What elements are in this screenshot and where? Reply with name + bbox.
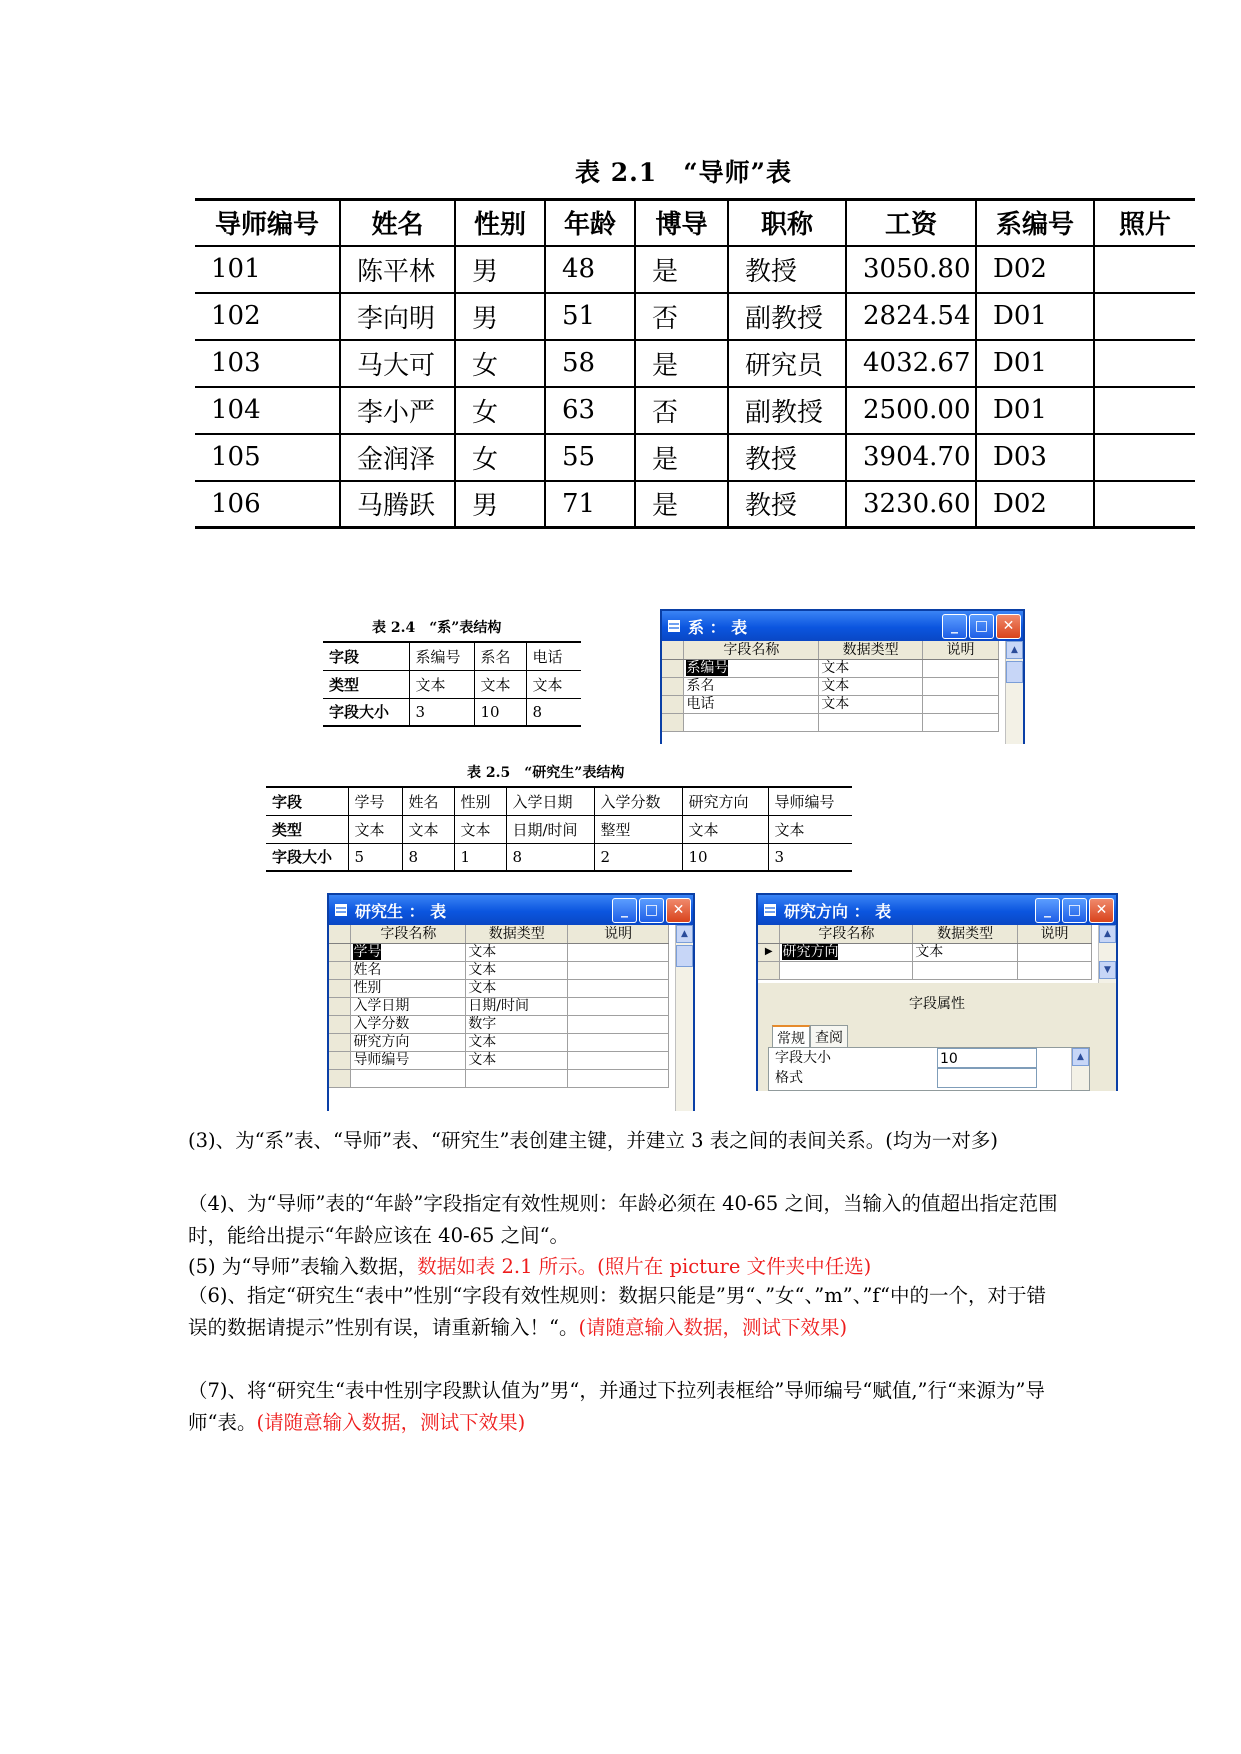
- grid-row[interactable]: [329, 943, 669, 961]
- design-grid[interactable]: [662, 641, 1023, 744]
- cell-text: 文本: [821, 678, 850, 694]
- table-cell: 文本: [474, 670, 526, 698]
- property-sheet: [768, 1047, 1090, 1091]
- column-header: 数据类型: [466, 925, 568, 943]
- window-title: 研究生 ： 表: [355, 901, 447, 921]
- table-cell: 李向明: [340, 293, 455, 340]
- table-cell: 副教授: [728, 293, 846, 340]
- data-type-cell[interactable]: [819, 713, 923, 731]
- table-cell: [1094, 481, 1195, 528]
- cell-text: 日期/时间: [468, 998, 529, 1014]
- data-type-cell[interactable]: [466, 1033, 568, 1051]
- table-cell: 研究员: [728, 340, 846, 387]
- table-row: [323, 670, 581, 698]
- table-cell: 男: [455, 481, 545, 528]
- table-cell: 系编号: [409, 642, 474, 670]
- column-header: 字段名称: [684, 641, 819, 659]
- cell-text: 系名: [686, 678, 715, 694]
- table-row: [266, 843, 852, 871]
- header-cell: 博导: [635, 200, 728, 246]
- cell-text: 研究方向: [353, 1034, 410, 1050]
- grid-row[interactable]: [329, 961, 669, 979]
- cell-text: 研究方向: [782, 944, 839, 960]
- scroll-up-icon[interactable]: ▲: [1072, 1048, 1089, 1066]
- table-cell: 文本: [682, 815, 768, 843]
- current-row-icon[interactable]: ▶: [758, 943, 780, 961]
- table-header-row: [195, 200, 1195, 246]
- table-2-4: [323, 641, 581, 727]
- table-cell: 8: [506, 843, 594, 871]
- table-row: [195, 293, 1195, 340]
- cell-text: 数字: [468, 1016, 497, 1032]
- table-cell: 否: [635, 293, 728, 340]
- grid-row[interactable]: [758, 943, 1092, 961]
- data-type-cell[interactable]: [819, 659, 923, 677]
- table-cell: 男: [455, 246, 545, 293]
- table-2-4-caption: 表 2.4 “系”表结构: [372, 620, 502, 636]
- window-yjfx-table[interactable]: [756, 893, 1118, 1091]
- table-2-1: [195, 198, 1195, 529]
- vertical-scrollbar[interactable]: [1005, 641, 1023, 744]
- cell-text: 导师编号: [353, 1052, 410, 1068]
- column-header: 数据类型: [913, 925, 1018, 943]
- row-selector[interactable]: [662, 695, 684, 713]
- table-cell: 日期/时间: [506, 815, 594, 843]
- scroll-up-icon[interactable]: ▲: [676, 925, 693, 943]
- red-note: (请随意输入数据，测试下效果): [256, 1411, 526, 1434]
- table-cell: 学号: [348, 787, 402, 815]
- field-name-cell[interactable]: [351, 943, 466, 961]
- column-header: 数据类型: [819, 641, 923, 659]
- table-cell: 研究方向: [682, 787, 768, 815]
- cell-text: 文本: [821, 660, 850, 676]
- table-cell: 入学日期: [506, 787, 594, 815]
- table-cell: 类型: [266, 815, 348, 843]
- field-name-cell[interactable]: [684, 659, 819, 677]
- description-cell[interactable]: [568, 979, 669, 997]
- field-name-cell[interactable]: [351, 997, 466, 1015]
- row-selector[interactable]: [329, 1051, 351, 1069]
- table-cell: 71: [545, 481, 635, 528]
- table-cell: 入学分数: [594, 787, 682, 815]
- cell-text: 文本: [915, 944, 944, 960]
- table-cell: 103: [195, 340, 340, 387]
- minimize-icon[interactable]: _: [942, 614, 967, 639]
- table-cell: 教授: [728, 434, 846, 481]
- row-selector[interactable]: [758, 961, 780, 979]
- format-input[interactable]: [937, 1068, 1037, 1088]
- table-cell: 教授: [728, 246, 846, 293]
- paragraph: [188, 1251, 1058, 1283]
- table-cell: [1094, 246, 1195, 293]
- table-row: [266, 787, 852, 815]
- table-cell: 金润泽: [340, 434, 455, 481]
- data-type-cell[interactable]: [466, 943, 568, 961]
- table-cell: 2500.00: [846, 387, 976, 434]
- table-cell: 8: [526, 698, 581, 726]
- table-row: [266, 815, 852, 843]
- description-cell[interactable]: [923, 713, 999, 731]
- table-cell: 字段: [266, 787, 348, 815]
- table-cell: 字段大小: [272, 848, 333, 867]
- field-name-cell[interactable]: [780, 943, 913, 961]
- close-icon[interactable]: ✕: [666, 898, 691, 923]
- table-cell: 文本: [526, 670, 581, 698]
- table-cell: 2824.54: [846, 293, 976, 340]
- row-selector[interactable]: [329, 1015, 351, 1033]
- title-bar[interactable]: [758, 895, 1116, 925]
- grid-header-row: [329, 925, 669, 943]
- table-cell: [1094, 293, 1195, 340]
- window-title: 研究方向 ： 表: [784, 901, 892, 921]
- table-cell: 整型: [594, 815, 682, 843]
- table-cell: 文本: [454, 815, 506, 843]
- maximize-icon[interactable]: □: [639, 898, 664, 923]
- cell-text: 文本: [468, 1034, 497, 1050]
- scroll-down-icon[interactable]: ▼: [1099, 961, 1116, 979]
- table-cell: 系名: [474, 642, 526, 670]
- table-cell: [1094, 340, 1195, 387]
- grid-row[interactable]: [329, 1069, 669, 1087]
- table-cell: 3904.70: [846, 434, 976, 481]
- close-icon[interactable]: ✕: [1089, 898, 1114, 923]
- cell-text: 文本: [821, 696, 850, 712]
- window-title: 系 ： 表: [688, 617, 748, 637]
- field-name-cell[interactable]: [684, 695, 819, 713]
- grid-row[interactable]: [662, 659, 999, 677]
- description-cell[interactable]: [568, 1015, 669, 1033]
- maximize-icon[interactable]: □: [969, 614, 994, 639]
- description-cell[interactable]: [568, 961, 669, 979]
- vertical-scrollbar[interactable]: [1098, 925, 1116, 983]
- vertical-scrollbar[interactable]: [675, 925, 693, 1111]
- grid-row[interactable]: [329, 1051, 669, 1069]
- row-selector[interactable]: [329, 961, 351, 979]
- row-selector[interactable]: [329, 1033, 351, 1051]
- paragraph-text: （4)、为“导师”表的“年龄”字段指定有效性规则：年龄必须在 40-65 之间，当输入的值超出指定范围时，能给出提示“年龄应该在 40-65 之间“。: [188, 1192, 1058, 1247]
- table-cell: [1094, 387, 1195, 434]
- grid-row[interactable]: [662, 677, 999, 695]
- table-cell: 1: [454, 843, 506, 871]
- tab-lookup[interactable]: 查阅: [810, 1025, 848, 1049]
- property-tabs: [772, 1025, 848, 1049]
- column-header: 说明: [568, 925, 669, 943]
- table-cell: D01: [976, 293, 1094, 340]
- scroll-thumb[interactable]: [1006, 661, 1023, 683]
- title-bar[interactable]: [329, 895, 693, 925]
- table-row: [195, 246, 1195, 293]
- description-cell[interactable]: [568, 997, 669, 1015]
- design-grid[interactable]: [329, 925, 693, 1111]
- cell-text: 文本: [468, 980, 497, 996]
- tab-general[interactable]: 常规: [772, 1025, 810, 1049]
- table-cell: 106: [211, 488, 261, 519]
- header-cell: 工资: [846, 200, 976, 246]
- paragraph: [188, 1375, 1058, 1439]
- grid-row[interactable]: [329, 997, 669, 1015]
- column-header: 说明: [923, 641, 999, 659]
- row-selector[interactable]: [329, 979, 351, 997]
- title-bar[interactable]: [662, 611, 1023, 641]
- description-cell[interactable]: [568, 1033, 669, 1051]
- table-cell: 63: [545, 387, 635, 434]
- row-selector[interactable]: [662, 659, 684, 677]
- description-cell[interactable]: [923, 695, 999, 713]
- row-selector-header: [662, 641, 684, 659]
- table-cell: 102: [195, 293, 340, 340]
- field-name-cell[interactable]: [351, 1051, 466, 1069]
- table-cell: 是: [635, 481, 728, 528]
- data-type-cell[interactable]: [913, 961, 1018, 979]
- data-type-cell[interactable]: [466, 1051, 568, 1069]
- column-header: 字段名称: [351, 925, 466, 943]
- table-cell: 是: [635, 340, 728, 387]
- table-cell: 48: [545, 246, 635, 293]
- table-cell: 10: [682, 843, 768, 871]
- table-cell: 副教授: [728, 387, 846, 434]
- table-cell: 是: [635, 434, 728, 481]
- table-cell: 2: [594, 843, 682, 871]
- design-grid[interactable]: [758, 925, 1116, 983]
- table-cell: 文本: [409, 670, 474, 698]
- property-name: 格式: [775, 1070, 803, 1086]
- table-cell: D01: [976, 340, 1094, 387]
- row-selector[interactable]: [329, 1069, 351, 1087]
- grid-header-row: [758, 925, 1092, 943]
- description-cell[interactable]: [568, 943, 669, 961]
- row-selector[interactable]: [662, 677, 684, 695]
- table-2-5: [266, 786, 852, 872]
- table-cell: 类型: [323, 670, 409, 698]
- field-properties-label: 字段属性: [909, 996, 965, 1012]
- table-cell: 8: [402, 843, 454, 871]
- grid-row[interactable]: [662, 695, 999, 713]
- table-cell: 马腾跃: [340, 481, 455, 528]
- table-row: [323, 642, 581, 670]
- table-cell: 58: [545, 340, 635, 387]
- scroll-up-icon[interactable]: ▲: [1099, 925, 1116, 943]
- table-cell: 马大可: [340, 340, 455, 387]
- window-xi-table[interactable]: [660, 609, 1025, 744]
- property-row: [769, 1048, 1089, 1068]
- table-cell: 101: [195, 246, 340, 293]
- minimize-icon[interactable]: _: [612, 898, 637, 923]
- table-2-5-caption: 表 2.5 “研究生”表结构: [467, 765, 625, 781]
- description-cell[interactable]: [923, 677, 999, 695]
- table-icon: [335, 904, 347, 916]
- table-cell: 5: [348, 843, 402, 871]
- cell-text: 性别: [353, 980, 382, 996]
- field-name-cell[interactable]: [684, 677, 819, 695]
- table-cell: D01: [976, 387, 1094, 434]
- field-name-cell[interactable]: [684, 713, 819, 731]
- table-cell: 陈平林: [340, 246, 455, 293]
- header-cell: 年龄: [545, 200, 635, 246]
- header-cell: 照片: [1094, 200, 1195, 246]
- table-cell: 字段大小: [329, 703, 390, 722]
- field-name-cell[interactable]: [351, 979, 466, 997]
- data-type-cell[interactable]: [819, 695, 923, 713]
- field-name-cell[interactable]: [351, 1069, 466, 1087]
- table-cell: D03: [976, 434, 1094, 481]
- paragraph-text: (5) 为“导师”表输入数据，: [188, 1255, 418, 1278]
- paragraph-text: (3)、为“系”表、“导师”表、“研究生”表创建主键，并建立 3 表之间的表间关系。(均为一对多): [188, 1129, 998, 1152]
- row-selector-header: [758, 925, 780, 943]
- description-cell[interactable]: [923, 659, 999, 677]
- paragraph-text: （7)、将“研究生“表中性别字段默认值为”男“，并通过下拉列表框给”导师编号“赋值,”行“来源为”导师“表。: [188, 1379, 1045, 1434]
- table-cell: [1094, 434, 1195, 481]
- table-cell: 104: [195, 387, 340, 434]
- cell-text: 系编号: [686, 660, 729, 676]
- window-yjs-table[interactable]: [327, 893, 695, 1111]
- table-cell: 3050.80: [846, 246, 976, 293]
- table-cell: 否: [635, 387, 728, 434]
- data-type-cell[interactable]: [819, 677, 923, 695]
- table-cell: D02: [976, 246, 1094, 293]
- grid-header-row: [662, 641, 999, 659]
- table-row: [323, 698, 581, 726]
- cell-text: 文本: [468, 944, 497, 960]
- paragraph: [188, 1188, 1058, 1252]
- table-row: [195, 340, 1195, 387]
- scroll-thumb[interactable]: [676, 945, 693, 967]
- close-icon[interactable]: ✕: [996, 614, 1021, 639]
- cell-text: 入学分数: [353, 1016, 410, 1032]
- field-name-cell[interactable]: [351, 1033, 466, 1051]
- property-row: [769, 1068, 1089, 1088]
- table-icon: [764, 904, 776, 916]
- red-note: 数据如表 2.1 所示。(照片在 picture 文件夹中任选): [417, 1255, 872, 1278]
- header-cell: 性别: [455, 200, 545, 246]
- minimize-icon[interactable]: _: [1035, 898, 1060, 923]
- table-row: [195, 387, 1195, 434]
- table-cell: 女: [455, 340, 545, 387]
- table-cell: 导师编号: [768, 787, 852, 815]
- table-cell: 性别: [454, 787, 506, 815]
- cell-text: 文本: [468, 1052, 497, 1068]
- table-cell: 是: [635, 246, 728, 293]
- grid-row[interactable]: [329, 979, 669, 997]
- cell-text: 学号: [353, 944, 382, 960]
- table-icon: [668, 620, 680, 632]
- grid-row[interactable]: [758, 961, 1092, 979]
- field-name-cell[interactable]: [780, 961, 913, 979]
- table-cell: 姓名: [402, 787, 454, 815]
- table-cell: 4032.67: [846, 340, 976, 387]
- table-cell: 李小严: [340, 387, 455, 434]
- table-cell: 文本: [348, 815, 402, 843]
- grid-row[interactable]: [329, 1015, 669, 1033]
- row-selector[interactable]: [329, 997, 351, 1015]
- cell-text: 电话: [686, 696, 715, 712]
- column-header: 字段名称: [780, 925, 913, 943]
- table-cell: 3230.60: [846, 481, 976, 528]
- maximize-icon[interactable]: □: [1062, 898, 1087, 923]
- field-name-cell[interactable]: [351, 961, 466, 979]
- table-2-1-caption: 表 2.1 “导师”表: [575, 158, 792, 187]
- field-name-cell[interactable]: [351, 1015, 466, 1033]
- table-row: [195, 481, 1195, 528]
- data-type-cell[interactable]: [466, 1015, 568, 1033]
- cell-text: 姓名: [353, 962, 382, 978]
- grid-row[interactable]: [329, 1033, 669, 1051]
- table-cell: 字段: [323, 642, 409, 670]
- row-selector-header: [329, 925, 351, 943]
- table-cell: 10: [474, 698, 526, 726]
- table-cell: 文本: [768, 815, 852, 843]
- header-cell: 职称: [728, 200, 846, 246]
- grid-row[interactable]: [662, 713, 999, 731]
- red-note: (请随意输入数据，测试下效果): [578, 1316, 848, 1339]
- data-type-cell[interactable]: [466, 979, 568, 997]
- table-cell: 女: [455, 434, 545, 481]
- table-cell: 3: [768, 843, 852, 871]
- data-type-cell[interactable]: [466, 961, 568, 979]
- description-cell[interactable]: [568, 1069, 669, 1087]
- field-size-input[interactable]: 10: [937, 1048, 1037, 1068]
- data-type-cell[interactable]: [466, 997, 568, 1015]
- description-cell[interactable]: [568, 1051, 669, 1069]
- row-selector[interactable]: [662, 713, 684, 731]
- table-cell: 55: [545, 434, 635, 481]
- table-cell: 教授: [728, 481, 846, 528]
- paragraph-text: （6)、指定“研究生“表中”性别“字段有效性规则：数据只能是”男“、”女“、”m”、”f“中的一个，对于错误的数据请提示”性别有误，请重新输入！“。: [188, 1284, 1046, 1339]
- data-type-cell[interactable]: [466, 1069, 568, 1087]
- paragraph: [188, 1280, 1058, 1344]
- property-name: 字段大小: [775, 1050, 831, 1066]
- paragraph: [188, 1125, 1058, 1157]
- description-cell[interactable]: [1018, 943, 1092, 961]
- description-cell[interactable]: [1018, 961, 1092, 979]
- cell-text: 文本: [468, 962, 497, 978]
- column-header: 说明: [1018, 925, 1092, 943]
- header-cell: 系编号: [976, 200, 1094, 246]
- header-cell: 导师编号: [195, 200, 340, 246]
- table-cell: 男: [455, 293, 545, 340]
- data-type-cell[interactable]: [913, 943, 1018, 961]
- cell-text: 入学日期: [353, 998, 410, 1014]
- table-row: [195, 434, 1195, 481]
- table-cell: 女: [455, 387, 545, 434]
- scroll-up-icon[interactable]: ▲: [1006, 641, 1023, 659]
- header-cell: 姓名: [340, 200, 455, 246]
- table-cell: 文本: [402, 815, 454, 843]
- vertical-scrollbar[interactable]: [1071, 1048, 1089, 1090]
- table-cell: 105: [195, 434, 340, 481]
- table-cell: D02: [976, 481, 1094, 528]
- table-cell: 3: [409, 698, 474, 726]
- table-cell: 51: [545, 293, 635, 340]
- row-selector[interactable]: [329, 943, 351, 961]
- table-cell: 电话: [526, 642, 581, 670]
